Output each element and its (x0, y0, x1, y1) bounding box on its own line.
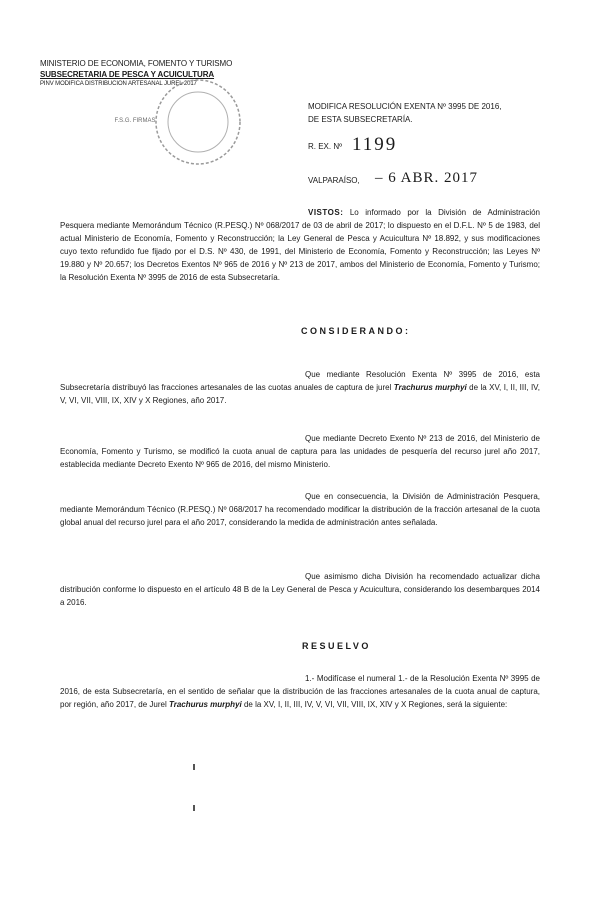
margin-mark (193, 764, 195, 770)
vistos-paragraph (60, 206, 540, 284)
considerando-2-text: Que mediante Decreto Exento Nº 213 de 2016, del Ministerio de Economía, Fomento y Turismo, se modificó la cuota anual de captura para las unidades de pesquería del recurso jurel año 2017, establecida mediante Decreto Exento Nº 965 de 2016, del mismo Ministerio. (60, 434, 540, 469)
resuelvo-1-text-a: 1.- Modifícase el numeral 1.- de la Resolución Exenta Nº 3995 de 2016, de esta Subsecretaría, en el sentido de señalar que la distribución de las fracciones artesanales de la cuota anual de captura, por región, año 2017, de Jurel (60, 674, 540, 709)
reference-code: PINV MODIFICA DISTRIBUCION ARTESANAL JUREL 2017 (40, 81, 197, 87)
issue-date: – 6 ABR. 2017 (375, 170, 479, 186)
considerando-4-text: Que asimismo dicha División ha recomendado actualizar dicha distribución conforme lo dispuesto en el artículo 48 B de la Ley General de Pesca y Acuicultura, considerando los desembarques 2014 a 2016. (60, 572, 540, 607)
considerando-4 (60, 570, 540, 609)
resolution-label: R. EX. Nº (308, 142, 343, 151)
considerando-1 (60, 368, 540, 407)
considerando-1-text-b: de la XV, I, II, III, IV, V, VI, VII, VIII, IX, XIV y X Regiones, año 2017. (60, 383, 540, 405)
subject-block (308, 100, 568, 126)
subsecretaria-name: SUBSECRETARIA DE PESCA Y ACUICULTURA (40, 70, 215, 79)
vistos-heading: VISTOS: (308, 208, 344, 217)
resuelvo-1 (60, 672, 540, 711)
vistos-text: Lo informado por la División de Administración Pesquera mediante Memorándum Técnico (R.PESQ.) Nº 068/2017 de 03 de abril de 2017; lo dispuesto en el D.F.L. Nº 5 de 1983, del actual Ministerio de Economía, Fomento y Reconstrucción; la Ley General de Pesca y Acuicultura Nº 18.892, y sus modificaciones cuyo texto refundido fue fijado por el D.S. Nº 430, de 1991, del Ministerio de Economía, Fomento y Reconstrucción; las Leyes Nº 19.880 y Nº 20.657; los Decretos Exentos Nº 965 de 2016 y Nº 213 de 2017, ambos del Ministerio de Economía, Fomento y Turismo; la Resolución Exenta Nº 3995 de 2016 de esta Subsecretaría. (60, 208, 540, 282)
resuelvo-heading: RESUELVO (302, 641, 371, 651)
subject-line-1: MODIFICA RESOLUCIÓN EXENTA Nº 3995 DE 2016, (308, 102, 502, 111)
considerando-1-species: Trachurus murphyi (393, 383, 467, 392)
considerando-heading: CONSIDERANDO: (301, 326, 411, 336)
ministry-name: MINISTERIO DE ECONOMIA, FOMENTO Y TURISMO (40, 59, 233, 68)
resolution-number: 1199 (352, 134, 398, 155)
stamp-label: F.S.G. FIRMAS (114, 118, 156, 124)
considerando-3-text: Que en consecuencia, la División de Administración Pesquera, mediante Memorándum Técnico (R.PESQ.) Nº 068/2017 ha recomendado modificar la distribución de la fracción artesanal de la cuota global anual del recurso jurel para el año 2017, considerando la medida de administración antes señalada. (60, 492, 540, 527)
subject-line-2: DE ESTA SUBSECRETARÍA. (308, 115, 413, 124)
resuelvo-1-species: Trachurus murphyi (168, 700, 242, 709)
considerando-1-text-a: Que mediante Resolución Exenta Nº 3995 de 2016, esta Subsecretaría distribuyó las fracciones artesanales de las cuotas anuales de captura de jurel (60, 370, 540, 392)
considerando-2 (60, 432, 540, 471)
margin-mark (193, 805, 195, 811)
resuelvo-1-text-b: de la XV, I, II, III, IV, V, VI, VII, VIII, IX, XIV y X Regiones, será la siguiente: (243, 700, 508, 709)
seal-stamp-icon (148, 72, 248, 172)
place-label: VALPARAÍSO, (308, 176, 360, 185)
considerando-3 (60, 490, 540, 529)
